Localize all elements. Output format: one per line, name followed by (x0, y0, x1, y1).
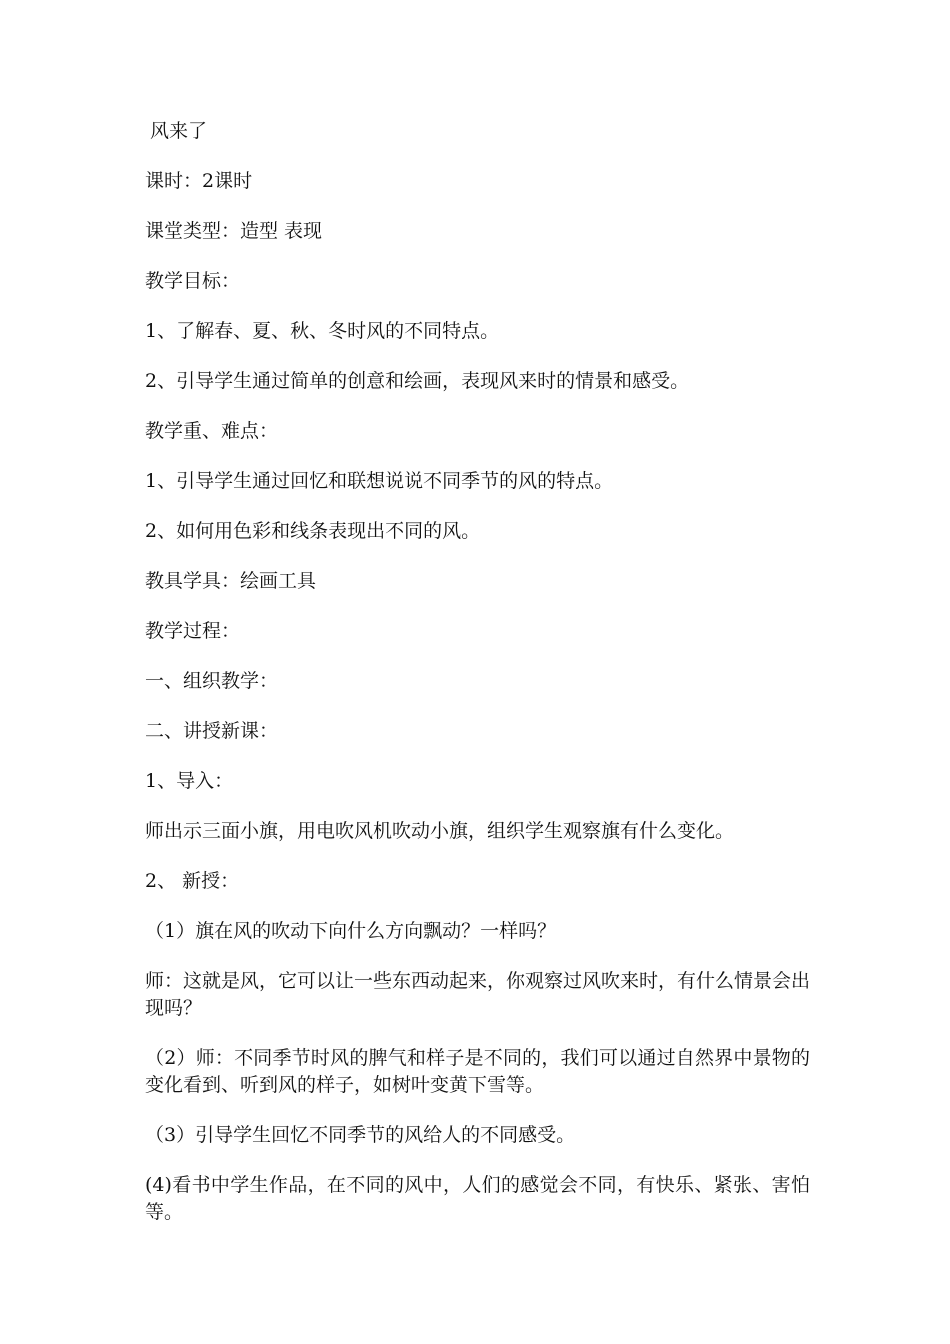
lesson-paragraph-teacher: 师：这就是风，它可以让一些东西动起来，你观察过风吹来时，有什么情景会出现吗？ (145, 970, 811, 1019)
intro-paragraph: 师出示三面小旗，用电吹风机吹动小旗，组织学生观察旗有什么变化。 (145, 820, 735, 842)
process-step-2: 二、讲授新课： (145, 720, 279, 742)
subsection-intro: 1、导入： (145, 770, 234, 792)
process-step-1: 一、组织教学： (145, 670, 279, 692)
subsection-new-lesson: 2、 新授： (145, 870, 240, 892)
class-type: 课堂类型：造型 表现 (145, 220, 323, 242)
key-point-item-2: 2、如何用色彩和线条表现出不同的风。 (145, 520, 481, 542)
teaching-tools: 教具学具：绘画工具 (145, 570, 317, 592)
lesson-item-1: （1）旗在风的吹动下向什么方向飘动？一样吗？ (145, 920, 557, 942)
key-point-item-1: 1、引导学生通过回忆和联想说说不同季节的风的特点。 (145, 470, 614, 492)
goal-item-2: 2、引导学生通过简单的创意和绘画，表现风来时的情景和感受。 (145, 370, 690, 392)
section-heading-goals: 教学目标： (145, 270, 241, 292)
document-title: 风来了 (150, 120, 208, 142)
lesson-item-3: （3）引导学生回忆不同季节的风给人的不同感受。 (145, 1124, 576, 1146)
class-hours: 课时：2课时 (145, 170, 253, 192)
section-heading-process: 教学过程： (145, 620, 241, 642)
goal-item-1: 1、了解春、夏、秋、冬时风的不同特点。 (145, 320, 500, 342)
document-page (145, 118, 810, 1249)
lesson-item-4: (4)看书中学生作品，在不同的风中，人们的感觉会不同，有快乐、紧张、害怕等。 (145, 1174, 810, 1223)
section-heading-key-points: 教学重、难点： (145, 420, 279, 442)
lesson-item-2: （2）师：不同季节时风的脾气和样子是不同的，我们可以通过自然界中景物的变化看到、听到风的样子，如树叶变黄下雪等。 (145, 1047, 810, 1096)
